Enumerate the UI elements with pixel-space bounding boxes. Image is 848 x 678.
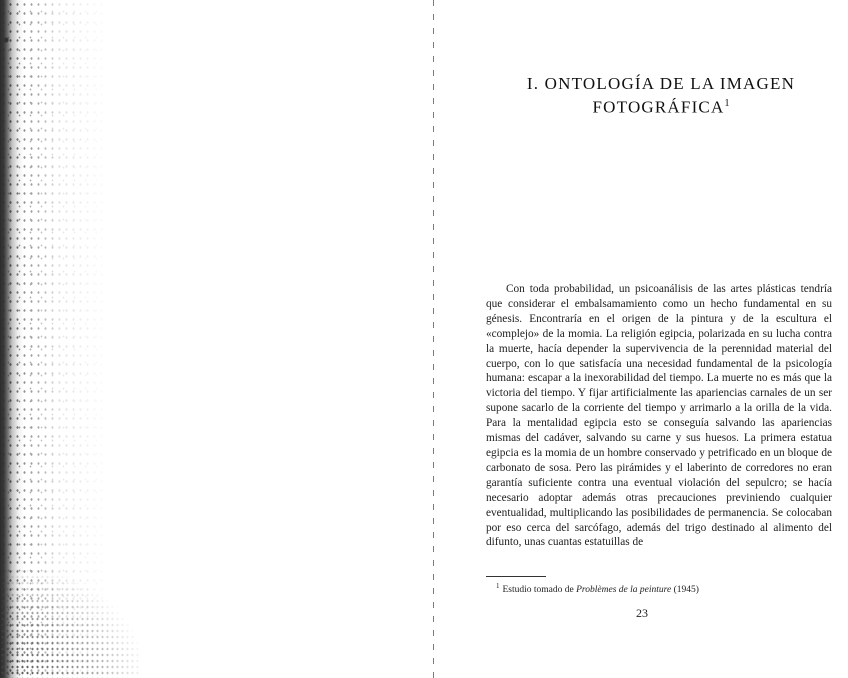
footnote-suffix: (1945) [673,585,699,596]
scan-noise-bottom [0,568,140,678]
right-page [436,0,848,678]
chapter-title [476,74,846,118]
chapter-footnote-ref: 1 [724,98,730,109]
book-gutter [433,0,434,678]
body-paragraph: Con toda probabilidad, un psicoanálisis de las artes plásticas tendría que considerar el embalsamamiento como un hecho fundamental en su génesis. Encontraría en el origen de la pintura y de la escultura el «complejo» de la momia. La religión egipcia, polarizada en su lucha contra la muerte, hacía depender la supervivencia de la perennidad material del cuerpo, con lo que satisfacía una necesidad fundamental de la psicología humana: escapar a la inexorabilidad del tiempo. La muerte no es más que la victoria del tiempo. Y fijar artificialmente las apariencias carnales de un ser supone sacarlo de la corriente del tiempo y arrimarlo a la orilla de la vida. Para la mentalidad egipcia esto se conseguía salvando las apariencias mismas del cadáver, salvando su carne y sus huesos. La primera estatua egipcia es la momia de un hombre conservado y petrificado en un bloque de carbonato de sosa. Pero las pirámides y el laberinto de corredores no eran garantía suficiente contra una eventual violación del sepulcro; se hacía necesario adoptar además otras precauciones previniendo cualquier eventualidad, multiplicando las posibilidades de permanencia. Se colocaban por eso cerca del sarcófago, además del trigo destinado al alimento del difunto, unas cuantas estatuillas de [486,283,832,549]
chapter-title-text: I. ONTOLOGÍA DE LA IMAGEN FOTOGRÁFICA [526,74,796,117]
footnote-divider [486,576,546,577]
footnote-mark: 1 [496,582,500,590]
footnote [496,580,836,596]
footnote-prefix: Estudio tomado de [502,585,574,596]
page-number: 23 [636,606,648,620]
footnote-source-title: Problèmes de la peinture [576,585,672,596]
